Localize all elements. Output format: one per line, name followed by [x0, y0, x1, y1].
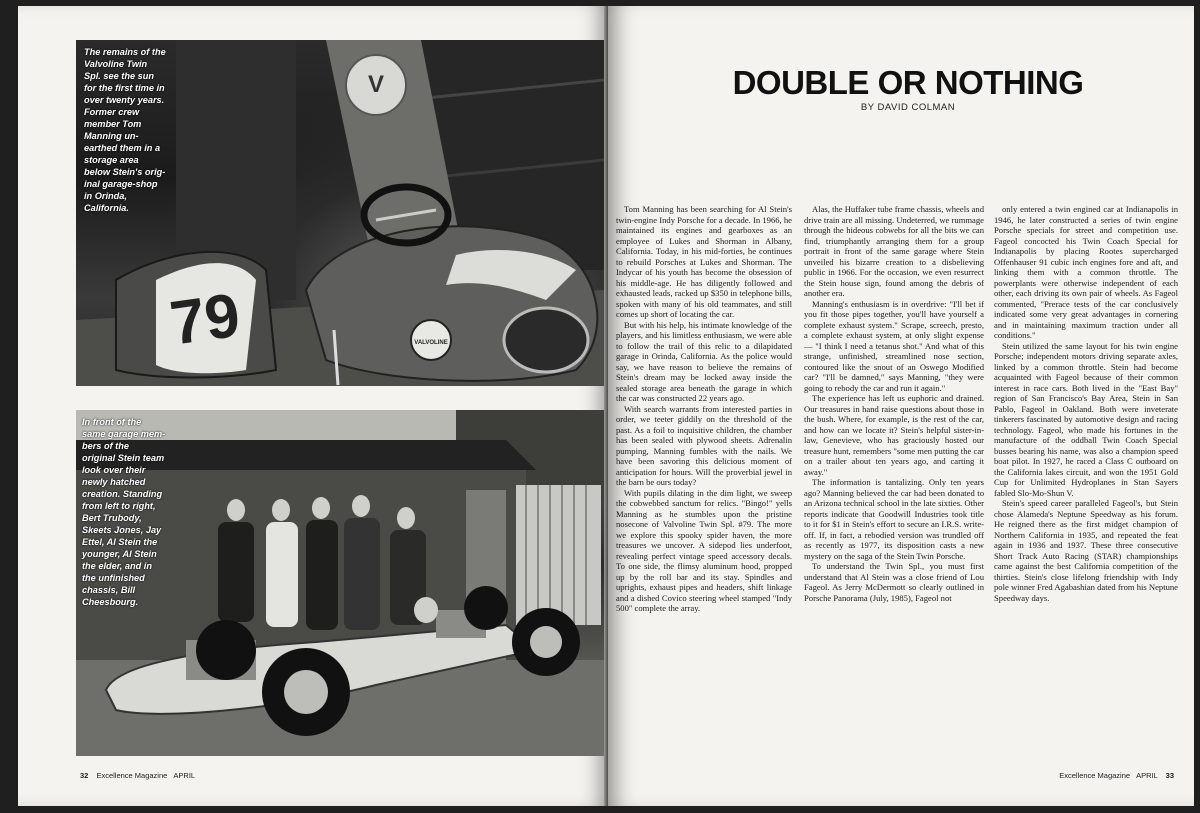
text-column-1: [616, 204, 792, 614]
paragraph: With pupils dilating in the dim light, we sweep the cobwebbed sanctum for relics. "Bingo!" yells Manning as he stumbles upon the pristine nosecone of Valvoline Twin Spl. #79. The more we explore this spooky spider haven, the more treasures we uncover. A sidepod lies underfoot, revealing perfect vintage speed accessory decals. To one side, the flimsy aluminum hood, propped up by the roll bar and its stay. Spindles and uprights, exhaust pipes and headers, shift linkage and a dished Covico steering wheel stamped "Indy 500" complete the array.: [616, 487, 792, 613]
article-title: DOUBLE OR NOTHING: [732, 64, 1084, 101]
paragraph: The experience has left us euphoric and drained. Our treasures in hand raise questions about those in the bush. Where, for example, is the rest of the car, and how can we locate it? Stein's helpful sister-in-law, Genevieve, who has graciously hosted our treasure hunt, remembers "some men putting the car on a trailer about ten years ago, and carting it away.": [804, 393, 984, 477]
footer-month: APRIL: [1136, 771, 1158, 780]
page-number-left: 32: [80, 771, 89, 780]
footer-magazine-name: Excellence Magazine: [96, 771, 168, 780]
article-byline: BY DAVID COLMAN: [860, 102, 956, 113]
left-page: [18, 6, 608, 806]
left-page-footer: [74, 771, 195, 780]
svg-text:V: V: [367, 71, 385, 98]
footer-month: APRIL: [173, 771, 196, 780]
footer-magazine-name: Excellence Magazine: [1059, 771, 1131, 780]
paragraph: Alas, the Huffaker tube frame chassis, wheels and drive train are all missing. Undeterred, we rummage through the hideous cobwebs for all the bits we can find, triumphantly arranging them for a group portrait in front of the same garage where Stein unveiled his bizarre creation to a disbelieving public in 1966. For the occasion, we even resurrect the Stein house sign, found among the debris of another era.: [804, 204, 984, 298]
text-column-2: [804, 204, 984, 603]
photo-car-remains: [76, 40, 604, 386]
paragraph: Stein's speed career paralleled Fageol's, but Stein chose Alameda's Neptune Speedway as his forum. He reigned there as the first midget champion of Northern California in 1935, and repeated the feat again in 1936 and 1937. These three consecutive Short Track Auto Racing (STAR) championships came against the best California competition of the thirties. Stein's close lifelong friendship with Indy pole winner Fred Agabashian dated from his Neptune Speedway days.: [994, 498, 1179, 603]
paragraph: The information is tantalizing. Only ten years ago? Manning believed the car had been donated to an Arizona technical school in the late sixties. Other reports indicate that Goodwill Industries took title to it for $1 in Stein's effort to secure an I.R.S. write-off. If, in fact, a rebodied version was trundled off as recently as 1977, its disposition casts a new mystery on the saga of the Stein Twin Porsche.: [804, 477, 984, 561]
paragraph: With search warrants from interested parties in order, we teeter giddily on the threshold of the past. As a foil to inquisitive children, the chamber has been sealed with plywood sheets. Adrenalin pumping, Manning fumbles with the nails. We have been savoring this delicious moment of anticipation for hours. Will the proverbial jewel in the barn be ours today?: [616, 403, 792, 487]
text-column-3: [994, 204, 1178, 603]
photo-caption-remains: The remains of the Valvoline Twin Spl. see the sun for the first time in over twenty years. Former crew member Tom Manning un- earthed them in a storage area below Stein's orig- inal garage-shop in Orinda, California.: [84, 47, 166, 213]
paragraph: only entered a twin engined car at Indianapolis in 1946, he later constructed a series of twin engine Porsche specials for street and competition use. Fageol concocted his Twin Coach Special for Indianapolis by placing Rootes supercharged Offenhauser 91 cubic inch engines fore and aft, and linking them with a common throttle. The powerplants were otherwise independent of each other, each driving its own pair of wheels. As Fageol commented, "Prerace tests of the car conclusively indicated some very great advantages in cornering and in maintaining maximum traction under all conditions.": [994, 204, 1178, 340]
photo-team-with-car: [76, 410, 604, 756]
paragraph: Stein utilized the same layout for his twin engine Porsche; independent motors driving separate axles, linked by a common throttle. Stein had become acquainted with Fageol because of their common interest in race cars. Both lived in the "East Bay" region of San Francisco's Bay Area, Stein in San Pablo, Fageol in Oakland. Both were inveterate tinkerers fascinated by automotive design and racing technology. Fageol, who made his fortunes in the manufacture of the oddball Twin Coach Special busses bearing his name, was also a champion speed boat pilot. In 1927, he raced a Class C outboard on the California lakes circuit, and won the 1951 Gold Cup for Unlimited Hydroplanes in Stan Sayers fabled Slo-Mo-Shun V.: [994, 340, 1178, 498]
valvoline-decal: VALVOLINE: [414, 340, 448, 346]
paragraph: Manning's enthusiasm is in overdrive: "I'll bet if you fit those pipes together, you'll have yourself a complete exhaust system." Scrape, screech, presto, a complete exhaust system, at only slight expense — "I think I need a tetanus shot." And what of this strange, unfinished, streamlined nose section, contoured like the snout of an Oswego Modified car? "I'll be damned," says Manning, "they were going to rebody the car and run it again.": [804, 298, 984, 393]
car-number-79: 79: [166, 280, 245, 359]
right-page: [608, 6, 1194, 806]
page-number-right: 33: [1165, 771, 1174, 780]
paragraph: Tom Manning has been searching for Al Stein's twin-engine Indy Porsche for a decade. In 1966, he maintained its engines and gearboxes as an employee of Lukes and Shorman in Albany, California. Today, in his mid-forties, he continues to rebuild Porsches at Lukes and Shorman. The Indycar of his youth has become the obsession of his middle-age. He has diligently followed and exhausted leads, racked up $350 in telephone bills, spoken with many of his old teammates, and still comes up short of locating the car.: [616, 204, 792, 319]
paragraph: But with his help, his intimate knowledge of the players, and his limitless enthusiasm, we were able to follow the trail of this relic to a dilapidated garage in Orinda, California. As the police would say, we have reason to believe the remains of Stein's dream may be locked away inside the sealed storage area beneath the garage in which the car was constructed 22 years ago.: [616, 319, 792, 403]
right-page-footer: [1059, 771, 1180, 780]
paragraph: To understand the Twin Spl., you must first understand that Al Stein was a close friend of Lou Fageol. As Jerry McDermott so clearly outlined in Porsche Panorama (July, 1985), Fageol not: [804, 561, 984, 603]
photo-caption-team: In front of the same garage mem- bers of the original Stein team look over their newly hatched creation. Standing from left to right, Bert Trubody, Skeets Jones, Jay Ettel, Al Stein the younger, Al Stein the elder, and in the unfinished chassis, Bill Cheesbourg.: [82, 417, 166, 607]
